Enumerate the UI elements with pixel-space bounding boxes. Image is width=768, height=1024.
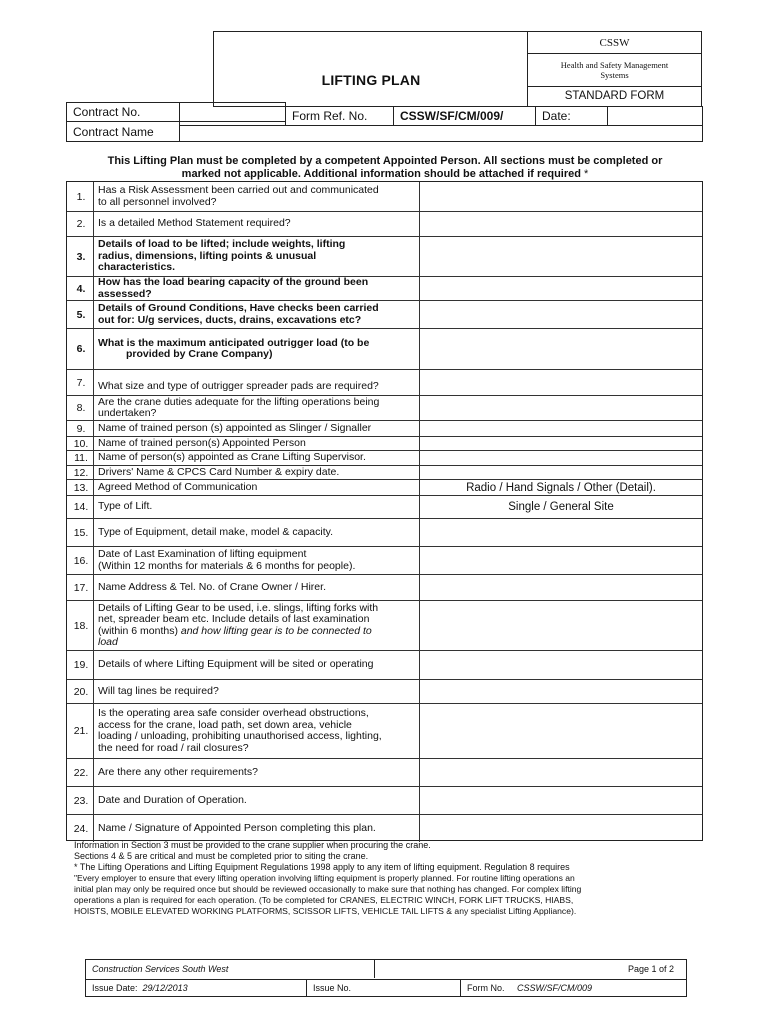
row-number: 12.: [67, 466, 94, 479]
row-answer-field[interactable]: [420, 680, 702, 703]
row-number: 11.: [67, 451, 94, 465]
table-row: [67, 479, 702, 495]
table-row: [67, 814, 702, 842]
table-row: [67, 420, 702, 436]
row-number: 17.: [67, 575, 94, 600]
row-answer-field[interactable]: [420, 437, 702, 450]
row-number: 3.: [67, 237, 94, 276]
row-answer-field[interactable]: [420, 575, 702, 600]
row-question: Type of Lift.: [94, 496, 420, 518]
table-row: [67, 650, 702, 679]
row-number: 18.: [67, 601, 94, 650]
row-answer-field[interactable]: [420, 601, 702, 650]
row-number: 13.: [67, 480, 94, 495]
row-answer-field[interactable]: [420, 815, 702, 842]
table-row: [67, 395, 702, 420]
row-number: 7.: [67, 370, 94, 395]
row-number: 20.: [67, 680, 94, 703]
intro-text: This Lifting Plan must be completed by a competent Appointed Person. All sections must be completed or marked not applicable. Additional information should be attached if required *: [107, 155, 663, 180]
row-answer-field[interactable]: [420, 237, 702, 276]
footer-page: Page 1 of 2: [627, 964, 674, 974]
row-answer-field[interactable]: [420, 466, 702, 479]
table-row: [67, 465, 702, 479]
table-row: [67, 786, 702, 814]
row-number: 10.: [67, 437, 94, 450]
row-answer-field[interactable]: [420, 759, 702, 786]
row-answer-field[interactable]: [420, 787, 702, 814]
contract-fields: [66, 102, 703, 142]
table-row: [67, 369, 702, 395]
row-number: 4.: [67, 277, 94, 300]
row-number: 19.: [67, 651, 94, 679]
row-question: Details of load to be lifted; include weights, lifting radius, dimensions, lifting points & unusual characteristics.: [94, 237, 420, 276]
row-number: 8.: [67, 396, 94, 420]
footer-issue-no: Issue No.: [307, 979, 461, 997]
row-number: 23.: [67, 787, 94, 814]
table-row: [67, 300, 702, 328]
row-number: 24.: [67, 815, 94, 842]
table-row: [67, 328, 702, 369]
row-number: 14.: [67, 496, 94, 518]
row-number: 21.: [67, 704, 94, 758]
row-question: What is the maximum anticipated outrigger load (to be provided by Crane Company): [94, 329, 420, 369]
row-number: 5.: [67, 301, 94, 328]
footer-form-no: Form No. CSSW/SF/CM/009: [467, 983, 593, 993]
row-question: Are the crane duties adequate for the lifting operations being undertaken?: [94, 396, 420, 420]
table-row: [67, 600, 702, 650]
contract-name-label: Contract Name: [66, 121, 180, 142]
row-number: 16.: [67, 547, 94, 574]
date-label: Date:: [535, 106, 608, 126]
row-answer-field[interactable]: [420, 277, 702, 300]
footer-company: Construction Services South West: [86, 960, 375, 978]
footer: [85, 959, 687, 997]
table-row: [67, 236, 702, 276]
row-answer-field[interactable]: [420, 370, 702, 395]
table-row: [67, 450, 702, 465]
row-question: How has the load bearing capacity of the ground been assessed?: [94, 277, 420, 300]
row-answer-field[interactable]: [420, 519, 702, 546]
table-row: [67, 182, 702, 211]
row-question: Will tag lines be required?: [94, 680, 420, 703]
row-question: Name of trained person(s) Appointed Person: [94, 437, 420, 450]
table-row: [67, 703, 702, 758]
row-answer-field[interactable]: [420, 329, 702, 369]
form-ref-value: CSSW/SF/CM/009/: [393, 106, 536, 126]
row-question: Name of trained person (s) appointed as Slinger / Signaller: [94, 421, 420, 436]
form-type-label: STANDARD FORM: [564, 90, 665, 102]
row-question: Name / Signature of Appointed Person completing this plan.: [94, 815, 420, 842]
org-label: CSSW: [528, 32, 701, 54]
row-answer-field[interactable]: [420, 451, 702, 465]
row-answer-field[interactable]: [420, 547, 702, 574]
row-number: 15.: [67, 519, 94, 546]
table-row: [67, 211, 702, 236]
table-row: [67, 546, 702, 574]
contract-no-field[interactable]: [179, 102, 286, 122]
table-row: [67, 436, 702, 450]
row-number: 2.: [67, 212, 94, 236]
row-answer-field[interactable]: [420, 396, 702, 420]
contract-no-label: Contract No.: [66, 102, 180, 122]
row-answer-field[interactable]: Single / General Site: [508, 501, 614, 513]
row-answer-field[interactable]: [420, 651, 702, 679]
row-question: Are there any other requirements?: [94, 759, 420, 786]
system-label: Health and Safety Management Systems: [528, 54, 701, 87]
row-question: Name of person(s) appointed as Crane Lifting Supervisor.: [94, 451, 420, 465]
row-answer-field[interactable]: [420, 212, 702, 236]
row-question: Drivers' Name & CPCS Card Number & expiry date.: [94, 466, 420, 479]
row-question: Is a detailed Method Statement required?: [94, 212, 420, 236]
row-number: 9.: [67, 421, 94, 436]
row-question: Has a Risk Assessment been carried out and communicated to all personnel involved?: [94, 182, 420, 211]
row-answer-field[interactable]: [420, 301, 702, 328]
row-answer-field[interactable]: [420, 704, 702, 758]
row-number: 22.: [67, 759, 94, 786]
row-answer-field[interactable]: [420, 421, 702, 436]
row-question: Agreed Method of Communication: [94, 480, 420, 495]
row-question: Type of Equipment, detail make, model & capacity.: [94, 519, 420, 546]
table-row: [67, 574, 702, 600]
row-answer-field[interactable]: Radio / Hand Signals / Other (Detail).: [466, 481, 656, 494]
row-question: Name Address & Tel. No. of Crane Owner / Hirer.: [94, 575, 420, 600]
footer-issue-date: Issue Date: 29/12/2013: [86, 979, 307, 997]
table-row: [67, 518, 702, 546]
row-question: Date of Last Examination of lifting equipment (Within 12 months for materials & 6 months for people).: [94, 547, 420, 574]
row-question: Details of Lifting Gear to be used, i.e. slings, lifting forks with net, spreader beam etc. Include details of last examination (within 6 months) and how lifting gear is to be connected to load: [94, 601, 420, 650]
row-question: Details of Ground Conditions, Have checks been carried out for: U/g services, ducts, drains, excavations etc?: [94, 301, 420, 328]
row-question: Details of where Lifting Equipment will be sited or operating: [94, 651, 420, 679]
notes: Information in Section 3 must be provided to the crane supplier when procuring the crane. Sections 4 & 5 are critical and must be completed prior to siting the crane. * The Lifting Operations and Lifting Equipment Regulations 1998 apply to any item of lifting equipment. Regulation 8 requires "Every employer to ensure that every lifting operation involving lifting equipment is properly planned. For routine lifting operations an initial plan may only be required once but should be reviewed occasionally to make sure that nothing has changed. For complex lifting operations a plan is required for each operation. (To be completed for CRANES, ELECTRIC WINCH, FORK LIFT TRUCKS, HIABS, HOISTS, MOBILE ELEVATED WORKING PLATFORMS, SCISSOR LIFTS, VEHICLE TAIL LIFTS & any specialist Lifting Appliance).: [74, 840, 582, 916]
row-question: What size and type of outrigger spreader pads are required?: [94, 370, 420, 395]
form-ref-label: Form Ref. No.: [285, 106, 394, 126]
contract-name-field[interactable]: [179, 125, 703, 142]
table-row: [67, 495, 702, 518]
row-question: Is the operating area safe consider overhead obstructions, access for the crane, load path, set down area, vehicle loading / unloading, prohibiting unauthorised access, lighting, the need for road / rail closures?: [94, 704, 420, 758]
table-row: [67, 276, 702, 300]
title-box: [213, 31, 528, 107]
page-title: LIFTING PLAN: [321, 72, 421, 88]
row-answer-field[interactable]: [420, 182, 702, 211]
header-info-box: [527, 31, 702, 107]
table-row: [67, 679, 702, 703]
row-number: 1.: [67, 182, 94, 211]
lifting-plan-table: [66, 181, 703, 841]
row-number: 6.: [67, 329, 94, 369]
table-row: [67, 758, 702, 786]
date-field[interactable]: [607, 106, 703, 126]
row-question: Date and Duration of Operation.: [94, 787, 420, 814]
